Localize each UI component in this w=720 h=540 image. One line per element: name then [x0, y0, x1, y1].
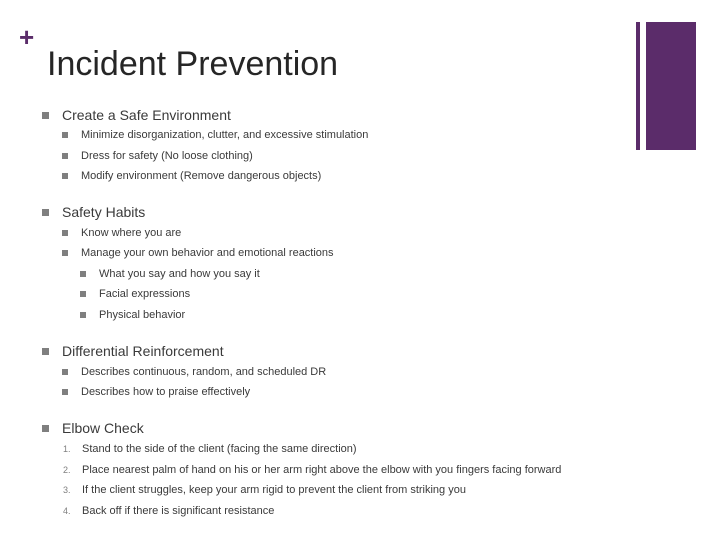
- bullet-icon: [42, 348, 49, 355]
- bullet-icon: [62, 230, 68, 236]
- bullet-icon: [62, 389, 68, 395]
- list-item: [62, 126, 368, 144]
- numbered-item: [63, 481, 466, 499]
- slide-title: Incident Prevention: [47, 45, 339, 83]
- list-item: [62, 167, 321, 185]
- section-label: Create a Safe Environment: [62, 107, 231, 123]
- section-elbow-check: [42, 418, 144, 438]
- list-item-label: Stand to the side of the client (facing the same direction): [82, 443, 357, 455]
- section-safety-habits: [42, 202, 145, 222]
- list-item: [80, 285, 190, 303]
- bullet-icon: [80, 271, 86, 277]
- plus-icon: +: [19, 22, 35, 52]
- bullet-icon: [62, 173, 68, 179]
- list-item-label: Manage your own behavior and emotional reactions: [81, 247, 334, 259]
- bullet-icon: [62, 250, 68, 256]
- item-number: 2.: [63, 465, 71, 475]
- item-number: 4.: [63, 506, 71, 516]
- list-item-label: Place nearest palm of hand on his or her arm right above the elbow with you fingers facing forward: [82, 464, 562, 476]
- numbered-item: [63, 502, 274, 520]
- accent-bar-thin: [636, 22, 640, 150]
- list-item-label: If the client struggles, keep your arm rigid to prevent the client from striking you: [82, 484, 466, 496]
- list-item-label: Describes continuous, random, and scheduled DR: [81, 366, 327, 378]
- bullet-icon: [62, 132, 68, 138]
- bullet-icon: [80, 291, 86, 297]
- numbered-item: [63, 440, 357, 458]
- list-item-label: Describes how to praise effectively: [81, 386, 251, 398]
- list-item: [62, 147, 253, 165]
- bullet-icon: [42, 112, 49, 119]
- list-item: [62, 244, 334, 262]
- list-item-label: Dress for safety (No loose clothing): [81, 150, 253, 162]
- bullet-icon: [42, 209, 49, 216]
- list-item-label: Modify environment (Remove dangerous objects): [81, 170, 322, 182]
- list-item-label: Back off if there is significant resistance: [82, 505, 275, 517]
- section-label: Differential Reinforcement: [62, 343, 224, 359]
- list-item-label: Know where you are: [81, 227, 182, 239]
- section-label: Elbow Check: [62, 420, 144, 436]
- list-item: [62, 224, 181, 242]
- list-item-label: Facial expressions: [99, 288, 191, 300]
- bullet-icon: [62, 369, 68, 375]
- bullet-icon: [42, 425, 49, 432]
- section-label: Safety Habits: [62, 204, 146, 220]
- section-differential-reinforcement: [42, 341, 224, 361]
- bullet-icon: [62, 153, 68, 159]
- item-number: 3.: [63, 485, 71, 495]
- list-item: [80, 306, 185, 324]
- list-item-label: What you say and how you say it: [99, 268, 260, 280]
- list-item: [62, 363, 326, 381]
- bullet-icon: [80, 312, 86, 318]
- accent-bar-thick: [646, 22, 696, 150]
- item-number: 1.: [63, 444, 71, 454]
- list-item: [62, 383, 250, 401]
- list-item: [80, 265, 260, 283]
- numbered-item: [63, 461, 561, 479]
- list-item-label: Physical behavior: [99, 309, 186, 321]
- list-item-label: Minimize disorganization, clutter, and excessive stimulation: [81, 129, 369, 141]
- section-safe-environment: [42, 105, 231, 125]
